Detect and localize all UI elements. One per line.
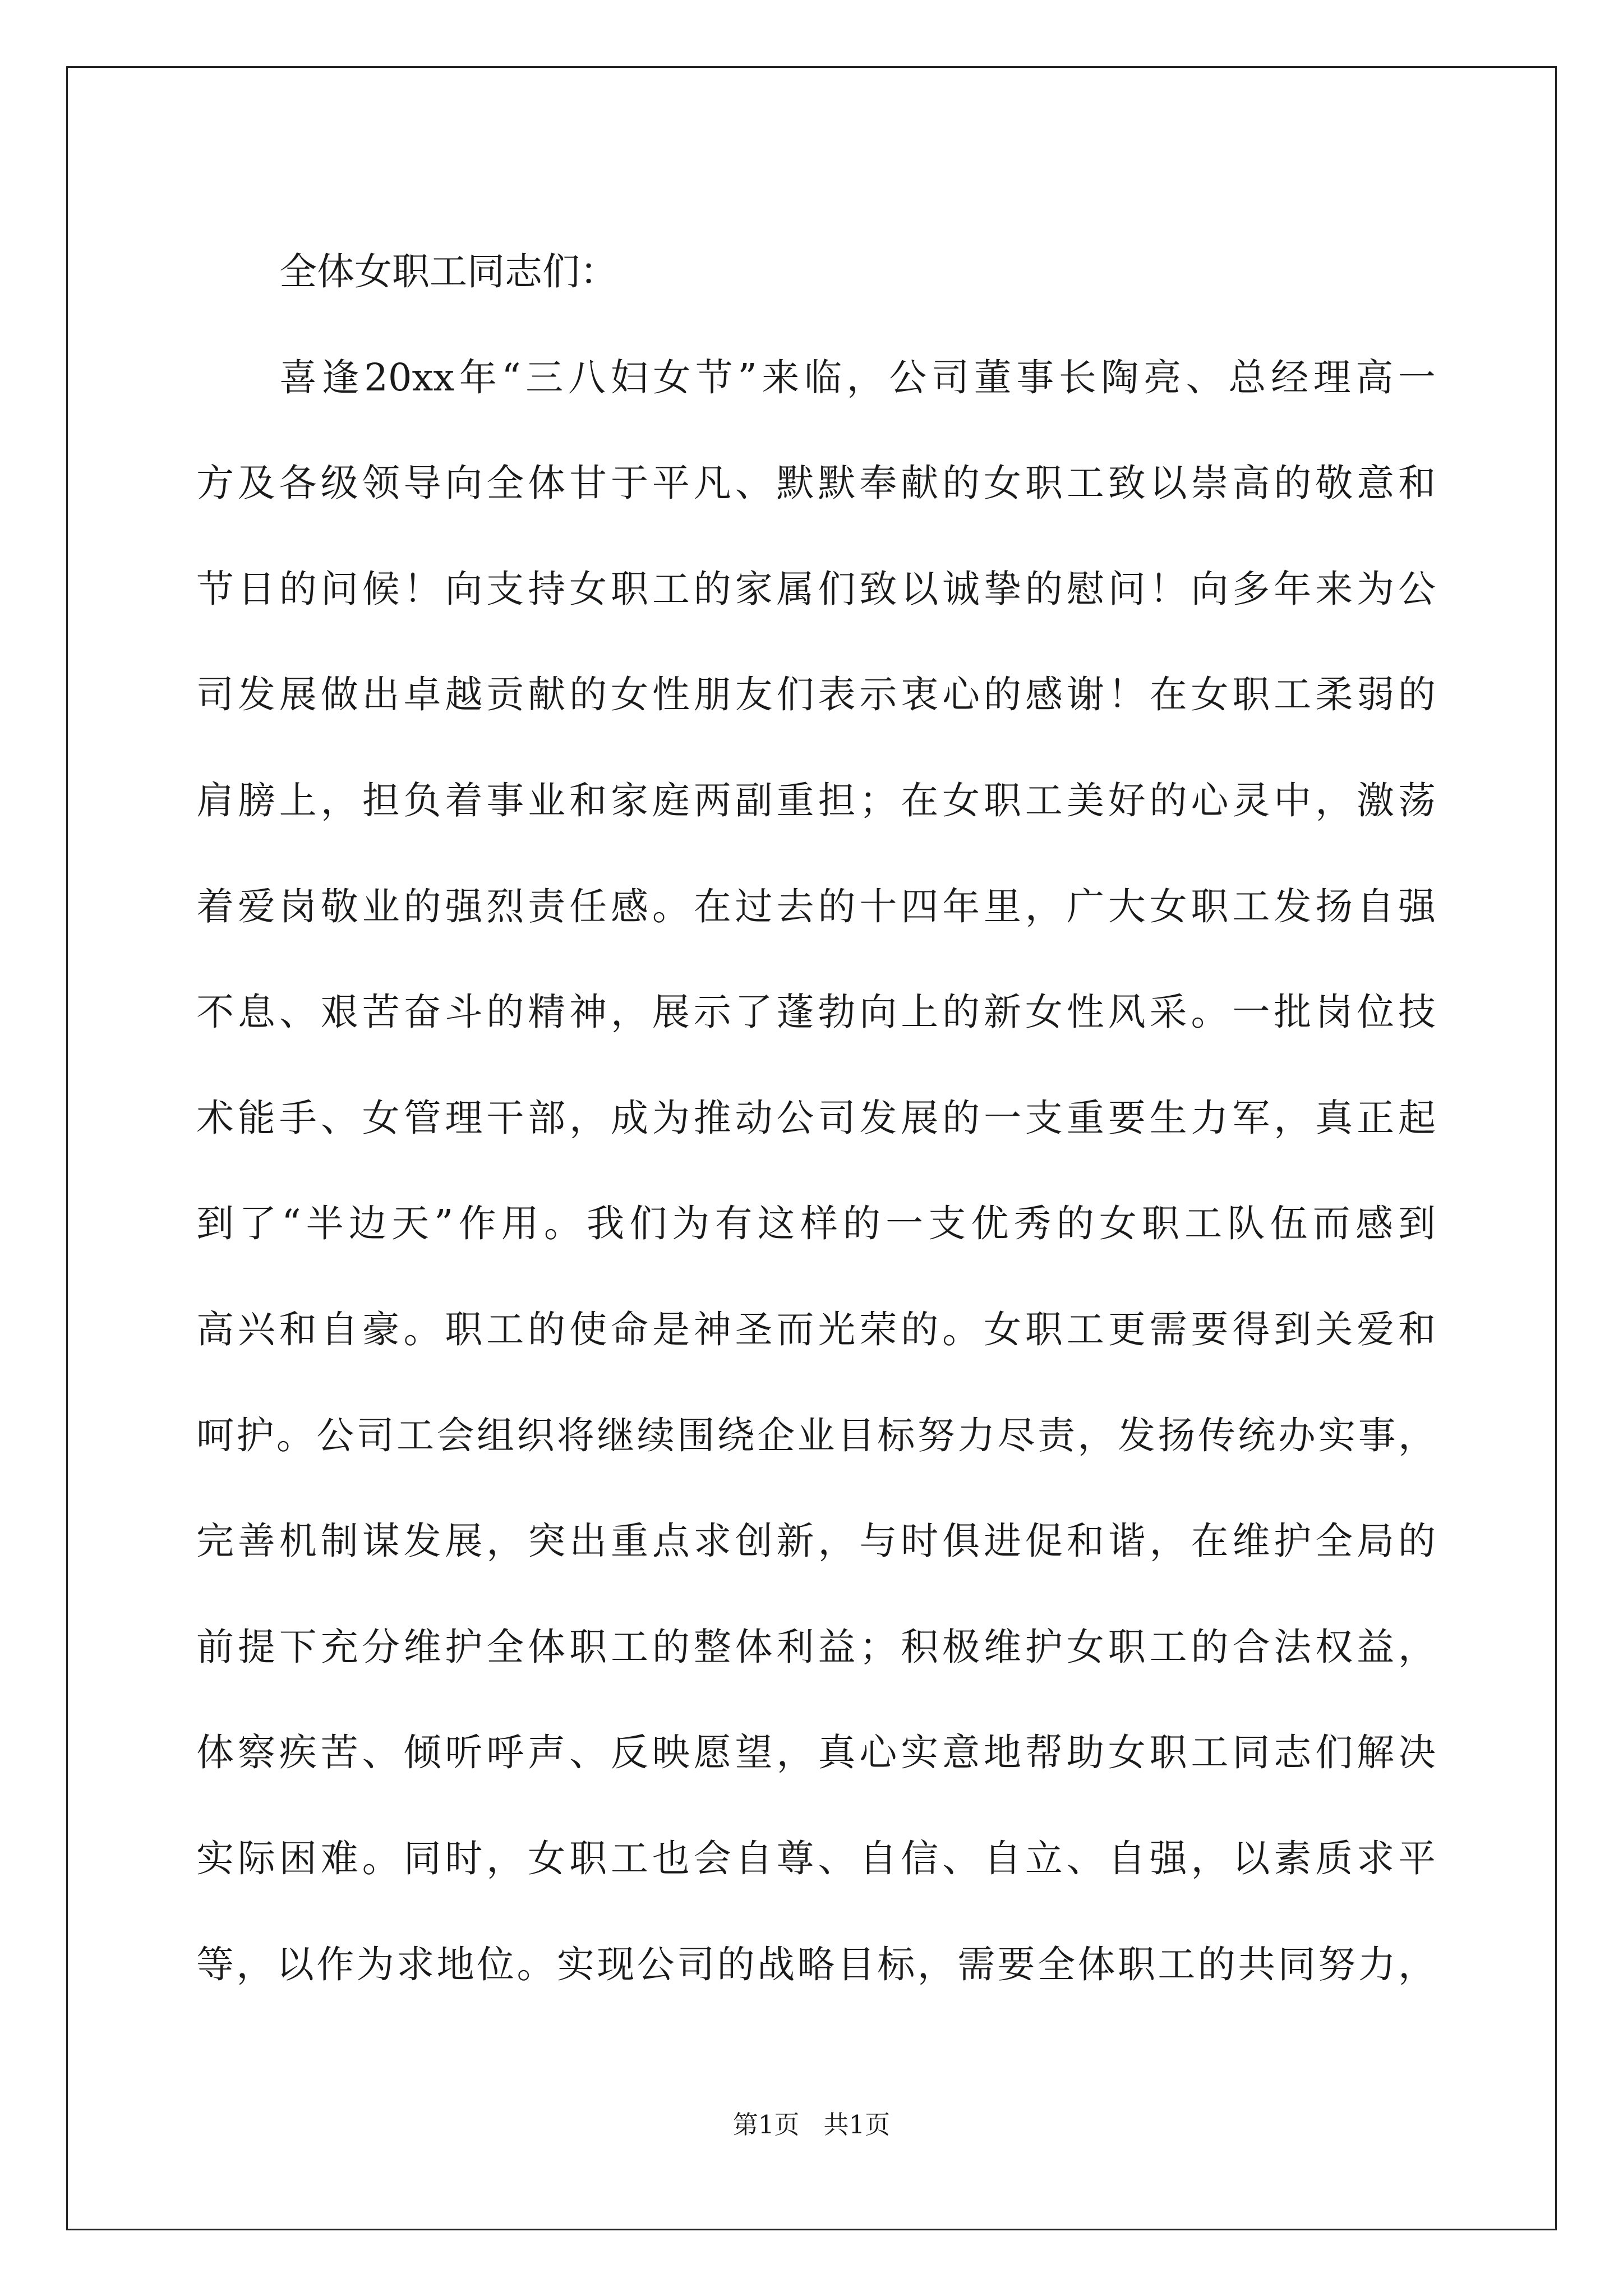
- paragraph-line: 节日的问候！向支持女职工的家属们致以诚挚的慰问！向多年来为公: [196, 567, 1436, 611]
- footer-gap: [800, 2110, 824, 2139]
- paragraph-line: 喜逢20xx年“三八妇女节”来临，公司董事长陶亮、总经理高一: [279, 355, 1436, 399]
- paragraph-line: 不息、艰苦奋斗的精神，展示了蓬勃向上的新女性风采。一批岗位技: [196, 990, 1436, 1034]
- paragraph-line: 等，以作为求地位。实现公司的战略目标，需要全体职工的共同努力，: [196, 1942, 1436, 1986]
- paragraph-line: 到了“半边天”作用。我们为有这样的一支优秀的女职工队伍而感到: [196, 1202, 1436, 1246]
- paragraph-line: 体察疾苦、倾听呼声、反映愿望，真心实意地帮助女职工同志们解决: [196, 1731, 1436, 1775]
- paragraph-line: 肩膀上，担负着事业和家庭两副重担；在女职工美好的心灵中，激荡: [196, 778, 1436, 822]
- paragraph-line: 高兴和自豪。职工的使命是神圣而光荣的。女职工更需要得到关爱和: [196, 1307, 1436, 1351]
- paragraph-line: 着爱岗敬业的强烈责任感。在过去的十四年里，广大女职工发扬自强: [196, 884, 1436, 928]
- page-total: 共1页: [823, 2110, 891, 2139]
- paragraph-line: 呵护。公司工会组织将继续围绕企业目标努力尽责，发扬传统办实事，: [196, 1413, 1436, 1457]
- paragraph-line: 实际困难。同时，女职工也会自尊、自信、自立、自强，以素质求平: [196, 1836, 1436, 1880]
- paragraph-line: 司发展做出卓越贡献的女性朋友们表示衷心的感谢！在女职工柔弱的: [196, 673, 1436, 717]
- paragraph-line: 完善机制谋发展，突出重点求创新，与时俱进促和谐，在维护全局的: [196, 1519, 1436, 1563]
- paragraph-line: 方及各级领导向全体甘于平凡、默默奉献的女职工致以崇高的敬意和: [196, 461, 1436, 505]
- paragraph-line: 术能手、女管理干部，成为推动公司发展的一支重要生力军，真正起: [196, 1096, 1436, 1140]
- page-footer: [0, 2108, 1623, 2142]
- paragraph-line: 前提下充分维护全体职工的整体利益；积极维护女职工的合法权益，: [196, 1625, 1436, 1669]
- document-body: [196, 219, 1436, 2017]
- salutation: 全体女职工同志们：: [279, 250, 617, 293]
- page-number: 第1页: [732, 2110, 800, 2139]
